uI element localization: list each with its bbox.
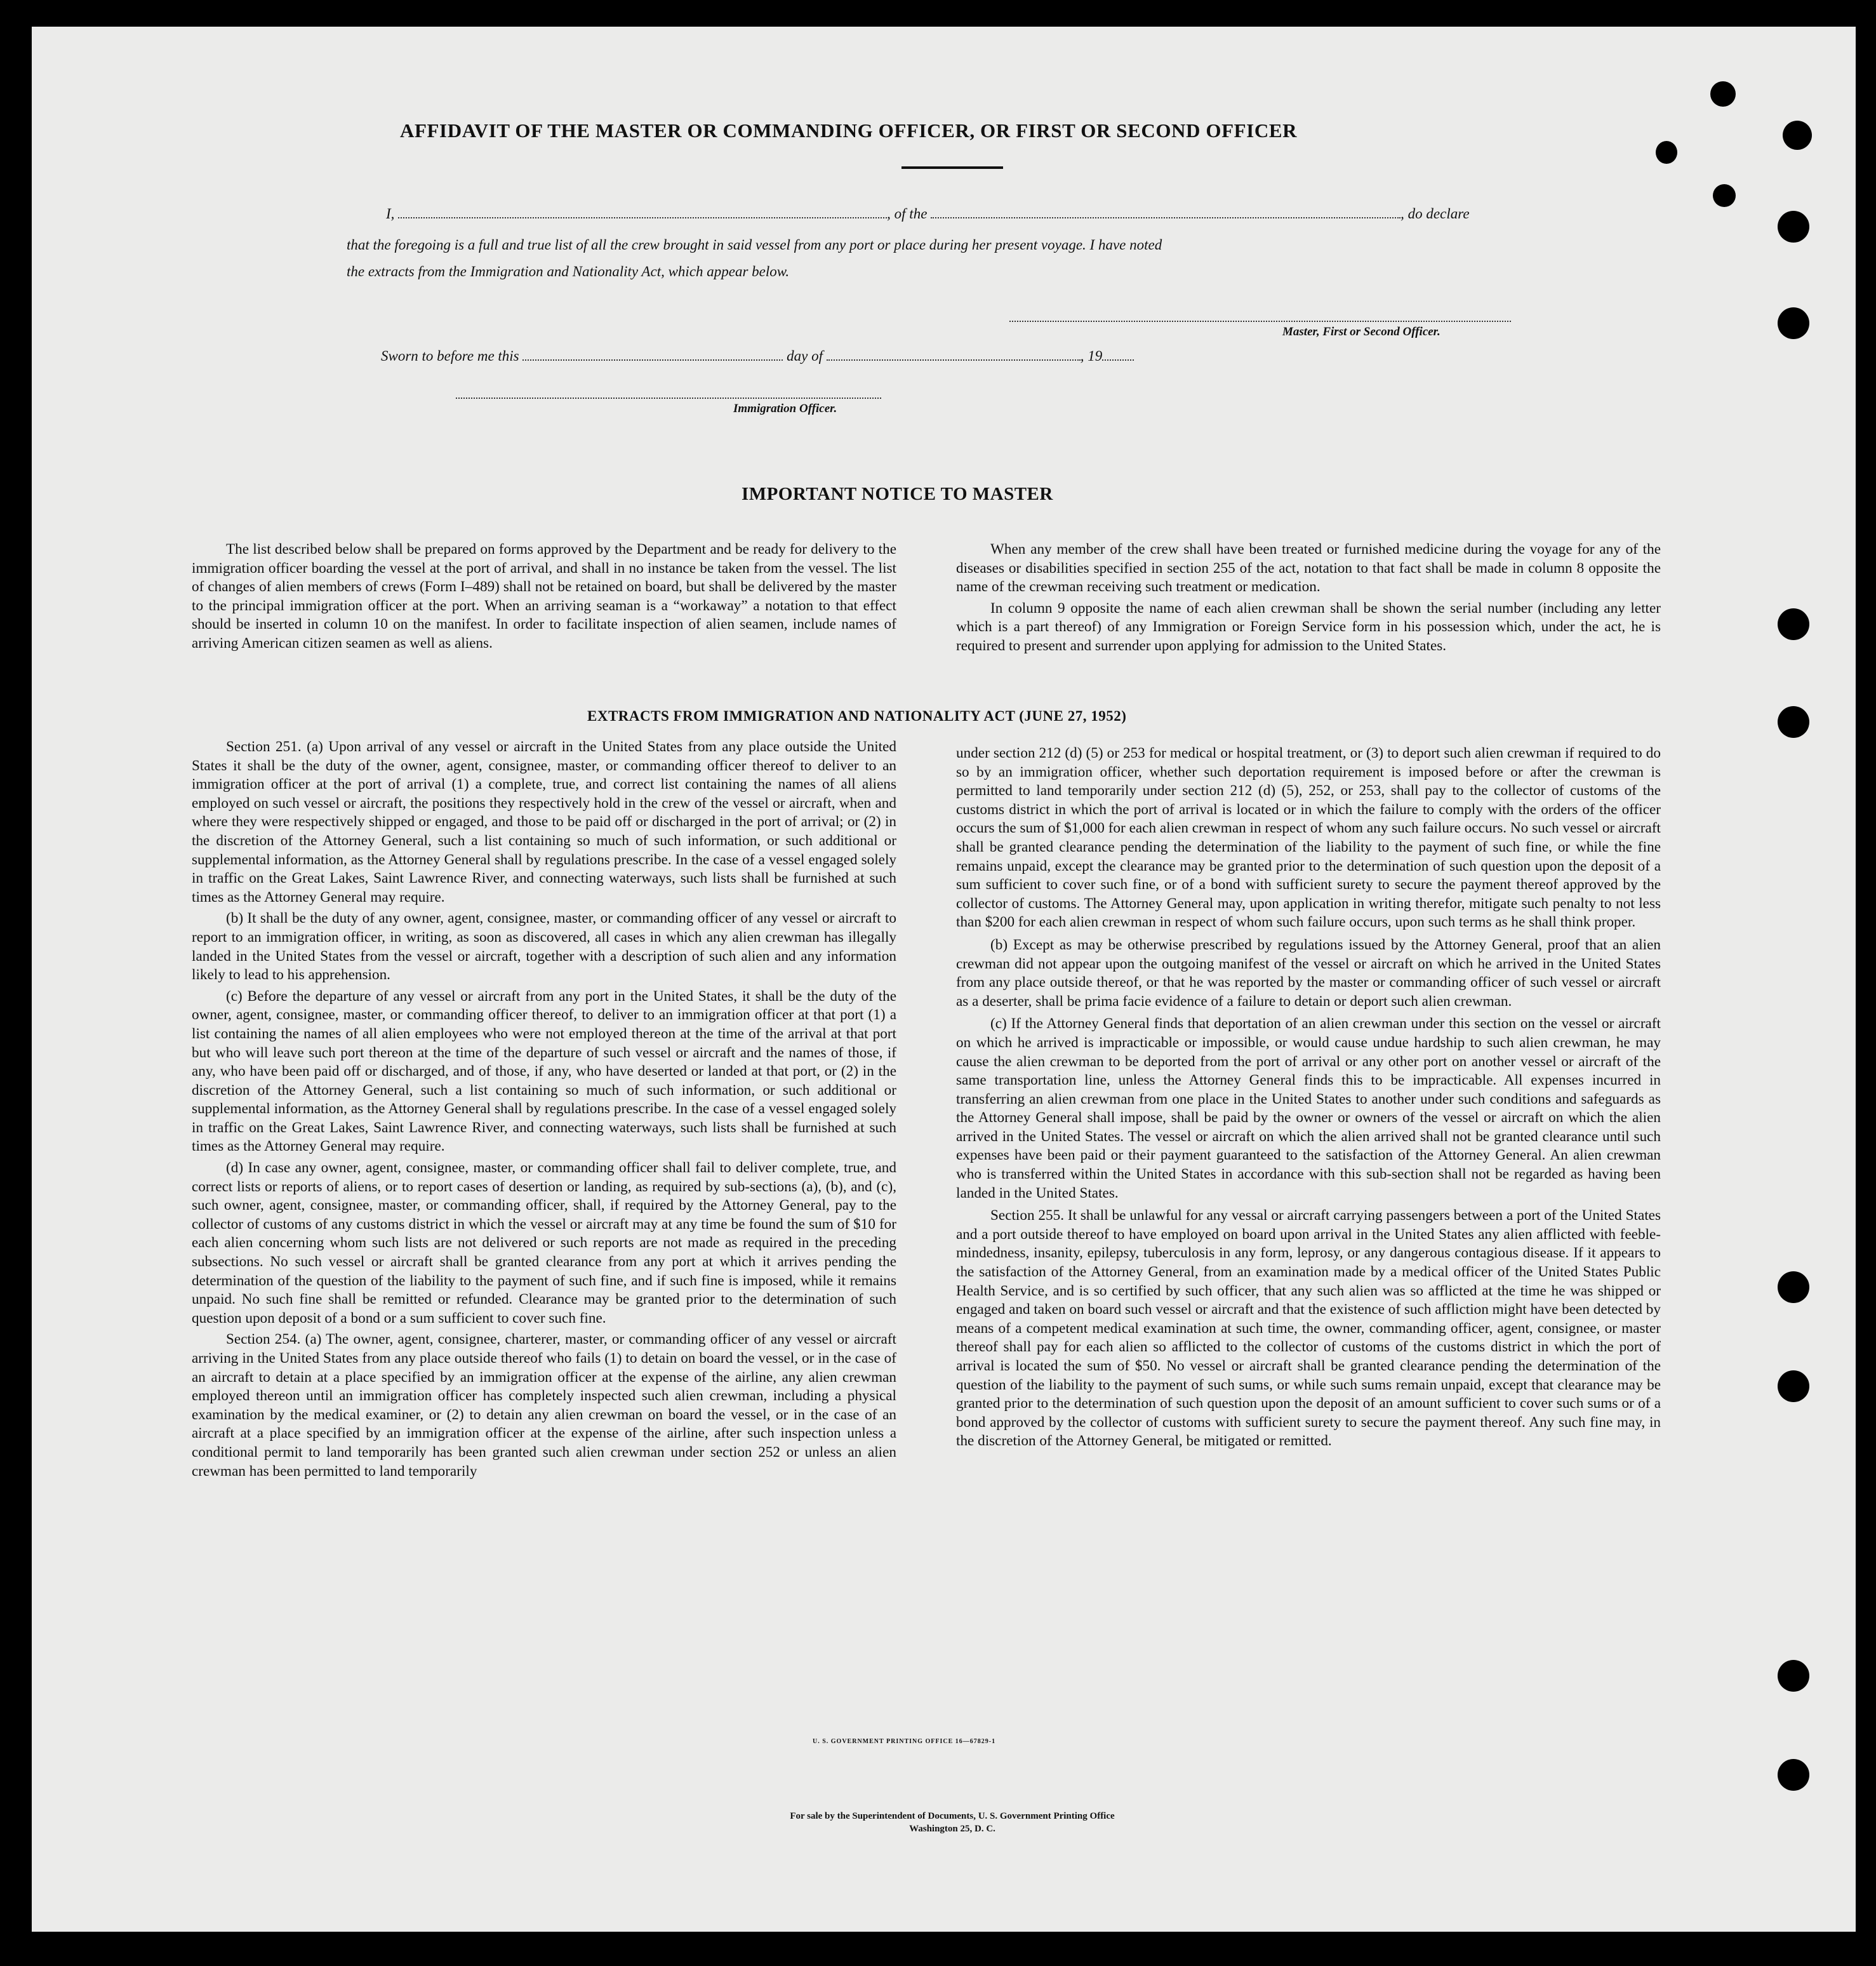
sale-line-2: Washington 25, D. C. (909, 1824, 995, 1834)
section-254c: (c) If the Attorney General finds that deportation of an alien crewman under this section on the vessel or aircraft on which he arrived is impracticable or impossible, or would cause undue hardship to such alien crewman, he may cause the alien crewman to be deported from the port of arrival or any other port on another vessel or aircraft of the same transportation line, unless the Attorney General finds this to be impracticable. All expenses incurred in transferring an alien crewman from one place in the United States to another under such conditions and safeguards as the Attorney General shall impose, shall be paid by the owner or owners of the vessel or aircraft on which the alien arrived in the United States. The vessel or aircraft on which the alien arrived shall not be granted clearance until such expenses have been paid or their payment guaranteed to the satisfaction of the Attorney General. An alien crewman who is transferred within the United States in accordance with this sub-section shall not be regarded as having been landed in the United States. (956, 1015, 1661, 1201)
do-declare-label: , do declare (1400, 206, 1470, 222)
section-251c: (c) Before the departure of any vessel or aircraft from any port in the United States, it shall be the duty of the owner, agent, consignee, master, or commanding officer thereof, to deliver to an immigration officer at that port (1) a list containing the names of all alien employees who were not employed thereon at the time of the arrival at that port but who will leave such port thereon at the time of the departure of such vessel or aircraft and the names of those, if any, who have been paid off or discharged, and of those, if any, who have deserted or landed at that port, or (2) in the discretion of the Attorney General, such a list containing so much of such information, or such additional or supplemental information, as the Attorney General shall by regulations prescribe. In the case of a vessel engaged solely in traffic on the Great Lakes, Saint Lawrence River, and connecting waterways, such lists shall be furnished at such times as the Attorney General may require. (192, 987, 896, 1155)
master-caption: Master, First or Second Officer. (1282, 325, 1440, 338)
affidavit-title: AFFIDAVIT OF THE MASTER OR COMMANDING OFFICER, OR FIRST OR SECOND OFFICER (400, 119, 1298, 142)
punch-hole (1778, 1271, 1809, 1303)
notice-right-paragraph-2: In column 9 opposite the name of each alien crewman shall be shown the serial number (including any letter which is a part thereof) of any Immigration or Foreign Service form in his possession which, under the act, he is required to present and surrender upon applying for admission to the United States. (956, 599, 1661, 654)
printing-office-code: U. S. GOVERNMENT PRINTING OFFICE 16—67829-1 (813, 1738, 996, 1745)
section-251d: (d) In case any owner, agent, consignee, master, or commanding officer shall fail to deliver complete, true, and correct lists or reports of aliens, or to report cases of desertion or landing, as required by sub-sections (a), (b), and (c), such owner, agent, consignee, master, or commanding officer, shall, if required by the Attorney General, pay to the collector of customs of any customs district in which the vessel or aircraft may at any time be found the sum of $10 for each alien concerning whom such lists are not delivered or such reports are not made as required in the preceding subsections. No such vessel or aircraft shall be granted clearance from any port at which it arrives pending the determination of the question of the liability to the payment of such fine, and if such fine is imposed, while it remains unpaid. No such fine shall be remitted or refunded. Clearance may be granted prior to the determination of such question upon deposit of a bond or a sum sufficient to cover such fine. (192, 1160, 896, 1327)
declaration-line (386, 203, 1516, 222)
section-254b: (b) Except as may be otherwise prescribed by regulations issued by the Attorney General, proof that an alien crewman did not appear upon the outgoing manifest of the vessel or aircraft on which he arrived in the United States from any place outside thereof, or that he was reported by the master or commanding officer of such vessel or aircraft as a deserter, shall be prima facie evidence of a failure to detain or deport such alien crewman. (956, 936, 1661, 1010)
notice-right-paragraph-1: When any member of the crew shall have been treated or furnished medicine during the voyage for any of the diseases or disabilities specified in section 255 of the act, notation to that fact shall be made in column 8 opposite the name of the crewman receiving such treatment or medication. (956, 541, 1661, 596)
section-254a: Section 254. (a) The owner, agent, consignee, charterer, master, or commanding officer of any vessel or aircraft arriving in the United States from any place outside thereof who fails (1) to detain on board the vessel, or in the case of an aircraft to detain at a place specified by an immigration officer at the expense of the airline, any alien crewman employed thereon until an immigration officer has completely inspected such alien crewman, including a physical examination by the medical examiner, or (2) to detain any alien crewman on board the vessel, or in the case of an aircraft at a place specified by an immigration officer at the expense of the airline, after such inspection unless a conditional permit to land temporarily has been granted such alien crewman under section 252 or unless an alien crewman has been permitted to land temporarily (192, 1331, 896, 1480)
punch-hole (1778, 1660, 1809, 1692)
punch-hole (1778, 307, 1809, 339)
punch-hole (1710, 81, 1736, 107)
year-field[interactable] (1102, 345, 1134, 361)
punch-hole (1783, 121, 1812, 150)
section-255: Section 255. It shall be unlawful for any vessal or aircraft carrying passengers between a port of the United States and a port outside thereof to have employed on board upon arrival in the United States any alien afflicted with feeble-mindedness, insanity, epilepsy, tuberculosis in any form, leprosy, or any dangerous contagious disease. If it appears to the satisfaction of the Attorney General, from an examination made by a medical officer of the United States Public Health Service, and is so certified by such officer, that any such alien was so afflicted at the time he was shipped or engaged and taken on board such vessel or aircraft and that the existence of such affliction might have been detected by means of a competent medical examination at such time, the owner, commanding officer, agent, consignee, or master thereof shall pay for each alien so afflicted to the collector of customs of the customs district in which the port of arrival is located the sum of $50. No vessel or aircraft shall be granted clearance pending the determination of the question of the liability to the payment of such sums, or while such sums remain unpaid, except that clearance may be granted prior to the determination of such question upon the deposit of an amount sufficient to cover such sums or of a bond approved by the collector of customs with sufficient surety to secure the payment thereof. Any such fine may, in the discretion of the Attorney General, be mitigated or remitted. (956, 1207, 1661, 1450)
notice-left-column (192, 540, 896, 653)
month-field[interactable] (827, 345, 1081, 361)
sworn-label: Sworn to before me this (381, 348, 519, 364)
declaration-statement (347, 232, 1521, 285)
master-signature-line[interactable] (1009, 321, 1511, 322)
section-254a-continued: under section 212 (d) (5) or 253 for medical or hospital treatment, or (3) to deport such alien crewman if required to do so by an immigration officer, whether such deportation requirement is imposed before or after the crewman is permitted to land temporarily under section 212 (d) (5), 252, or 253, shall pay to the collector of customs of the customs district in which the port of arrival is located or in which the failure to comply with the orders of the officer occurs the sum of $1,000 for each alien crewman in respect of whom any such failure occurs. No such vessel or aircraft shall be granted clearance pending the determination of the liability to the payment of such fine, or while the fine remains unpaid, except the clearance may be granted prior to the determination of such question upon the deposit of a sum sufficient to cover such fine, or of a bond with sufficient surety to secure the payment thereof approved by the collector of customs. The Attorney General may, upon application in writing therefor, mitigate such penalty to not less than $200 for each alien crewman in respect of whom such failure occurs, upon such terms as he shall think proper. (956, 745, 1661, 931)
vessel-field[interactable] (931, 203, 1400, 218)
extracts-heading: EXTRACTS FROM IMMIGRATION AND NATIONALITY ACT (JUNE 27, 1952) (587, 708, 1127, 724)
officer-caption: Immigration Officer. (733, 402, 837, 415)
punch-hole (1778, 211, 1809, 243)
sworn-date-field[interactable] (522, 345, 783, 361)
day-of-label: day of (787, 348, 823, 364)
notice-heading: IMPORTANT NOTICE TO MASTER (742, 484, 1053, 504)
section-251a: Section 251. (a) Upon arrival of any vessel or aircraft in the United States from any place outside the United States it shall be the duty of the owner, agent, consignee, master, or commanding officer thereof to deliver to an immigration officer at the port of arrival (1) a complete, true, and correct list containing the names of all aliens employed on such vessel or aircraft, the positions they respectively hold in the crew of the vessel or aircraft, when and where they were respectively shipped or engaged, and those to be paid off or discharged in the port of arrival; or (2) in the discretion of the Attorney General, such a list containing so much of such information, or such additional or supplemental information, as the Attorney General shall by regulations prescribe. In the case of a vessel engaged solely in traffic on the Great Lakes, Saint Lawrence River, and connecting waterways, such lists shall be furnished at such times as the Attorney General may require. (192, 739, 896, 906)
name-field[interactable] (398, 203, 887, 218)
extracts-left-column (192, 738, 896, 1481)
of-the-label: , of the (887, 206, 928, 222)
i-label: I, (386, 206, 395, 222)
punch-hole (1778, 1370, 1809, 1402)
punch-hole (1778, 1759, 1809, 1791)
sworn-line (381, 345, 1333, 364)
punch-hole (1656, 141, 1677, 164)
punch-hole (1713, 184, 1736, 207)
extracts-right-column (956, 744, 1661, 1451)
statement-line-2: the extracts from the Immigration and Nationality Act, which appear below. (347, 264, 790, 279)
section-251b: (b) It shall be the duty of any owner, agent, consignee, master, or commanding officer of any vessel or aircraft to report to an immigration officer, in writing, as soon as discovered, all cases in which any alien crewman has illegally landed in the United States from the vessel or aircraft, together with a description of such alien and any information likely to lead to his apprehension. (192, 910, 896, 984)
punch-hole (1778, 608, 1809, 640)
notice-right-column (956, 540, 1661, 656)
title-underline (901, 166, 1003, 169)
notice-left-paragraph: The list described below shall be prepared on forms approved by the Department and be ready for delivery to the immigration officer boarding the vessel at the port of arrival, and shall in no instance be taken from the vessel. The list of changes of alien members of crews (Form I–489) shall not be retained on board, but shall be delivered by the master to the principal immigration officer at the port. When an arriving seaman is a “workaway” a notation to that effect should be inserted in column 10 on the manifest. In order to facilitate inspection of alien seamen, include names of arriving American citizen seamen as well as aliens. (192, 541, 896, 652)
year-prefix: , 19 (1080, 348, 1103, 364)
statement-line-1: that the foregoing is a full and true list of all the crew brought in said vessel from any port or place during her present voyage. I have noted (347, 237, 1162, 253)
sale-line-1: For sale by the Superintendent of Documents, U. S. Government Printing Office (790, 1811, 1115, 1821)
officer-signature-line[interactable] (456, 398, 881, 399)
punch-hole (1778, 706, 1809, 738)
sale-notice (635, 1810, 1270, 1835)
